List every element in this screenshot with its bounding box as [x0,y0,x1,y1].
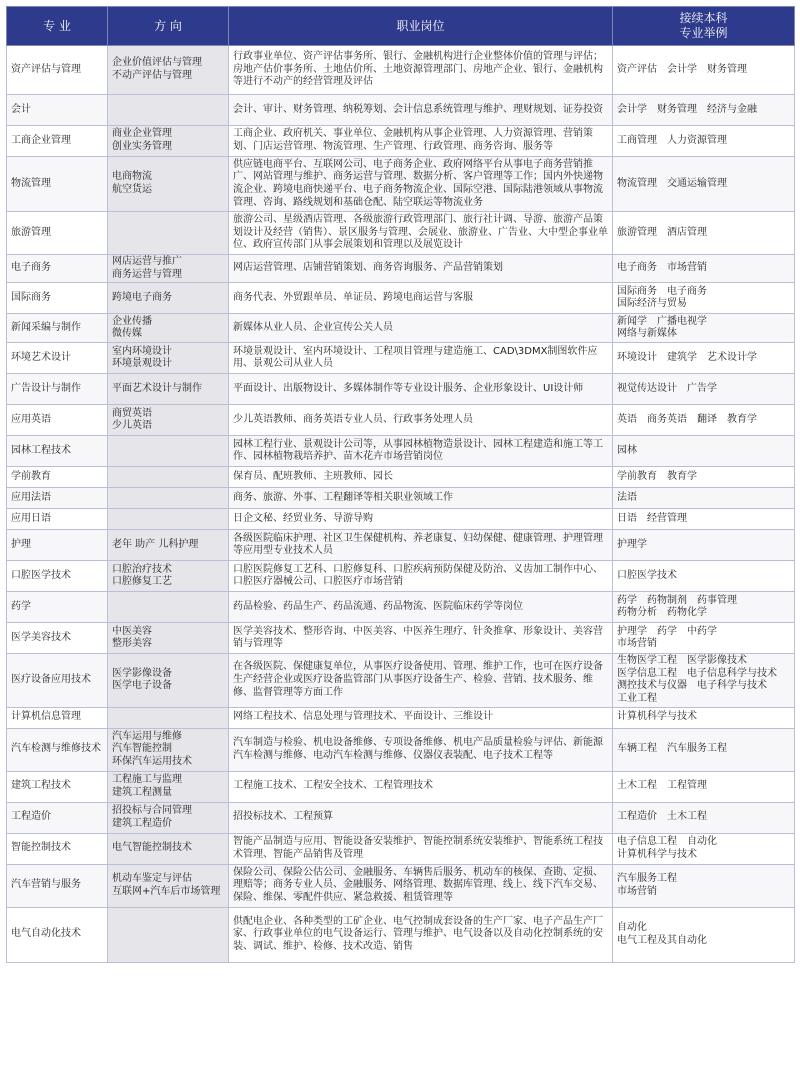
major-cell: 广告设计与制作 [7,374,108,405]
header-example: 接续本科 专业举例 [613,7,795,46]
example-cell: 旅游管理 酒店管理 [613,212,795,255]
example-cell: 园林 [613,436,795,467]
example-cell: 口腔医学技术 [613,561,795,592]
table-row [7,436,795,467]
direction-cell: 老年 助产 儿科护理 [108,530,229,561]
table-row [7,157,795,212]
jobs-cell: 供应链电商平台、互联网公司、电子商务企业、政府网络平台从事电子商务营销推广、网站管理与维护、商务运营与管理、数据分析、客户管理等工作；国内外快递物流企业、跨境电商快递平台、电子商务物流企业、国际空港、国际陆港领域从事物流管理、咨询、路线规划和基础仓配、陆空联运等物流业务 [229,157,613,212]
example-cell: 工商管理 人力资源管理 [613,126,795,157]
direction-cell: 电气智能控制技术 [108,833,229,864]
major-cell: 计算机信息管理 [7,707,108,728]
major-cell: 电子商务 [7,255,108,283]
example-cell: 工程造价 土木工程 [613,802,795,833]
example-cell: 学前教育 教育学 [613,467,795,488]
major-cell: 口腔医学技术 [7,561,108,592]
direction-cell [108,467,229,488]
table-row [7,255,795,283]
table-row [7,46,795,95]
direction-cell: 机动车鉴定与评估 互联网+汽车后市场管理 [108,864,229,907]
direction-cell: 口腔治疗技术 口腔修复工艺 [108,561,229,592]
example-cell: 药学 药物制剂 药事管理 药物分析 药物化学 [613,592,795,623]
table-row [7,623,795,654]
table-row [7,212,795,255]
major-cell: 环境艺术设计 [7,343,108,374]
jobs-cell: 招投标技术、工程预算 [229,802,613,833]
major-cell: 旅游管理 [7,212,108,255]
example-cell: 国际商务 电子商务 国际经济与贸易 [613,283,795,314]
direction-cell: 跨境电子商务 [108,283,229,314]
direction-cell: 中医美容 整形美容 [108,623,229,654]
jobs-cell: 在各级医院、保健康复单位，从事医疗设备使用、管理、维护工作，也可在医疗设备生产经营企业或医疗设备监管部门从事医疗设备生产、检验、营销、技术服务、维修、监督管理等方面工作 [229,654,613,707]
direction-cell: 平面艺术设计与制作 [108,374,229,405]
direction-cell: 医学影像设备 医学电子设备 [108,654,229,707]
jobs-cell: 商务代表、外贸跟单员、单证员、跨境电商运营与客服 [229,283,613,314]
jobs-cell: 保险公司、保险公估公司、金融服务、车辆售后服务、机动车的核保、查勘、定损、理赔等；商务专业人员、金融服务、网络管理、数据库管理、线上、线下汽车交易、保险、维保、零配件供应、紧急救援、租赁管理等 [229,864,613,907]
jobs-cell: 行政事业单位、资产评估事务所、银行、金融机构进行企业整体价值的管理与评估；房地产估价事务所、土地估价所、土地资源管理部门、房地产企业、银行、金融机构等进行不动产的经营管理及评估 [229,46,613,95]
jobs-cell: 药品检验、药品生产、药品流通、药品物流、医院临床药学等岗位 [229,592,613,623]
table-row [7,467,795,488]
direction-cell: 企业价值评估与管理 不动产评估与管理 [108,46,229,95]
table-body [7,46,795,963]
major-cell: 会计 [7,95,108,126]
direction-cell [108,509,229,530]
example-cell: 计算机科学与技术 [613,707,795,728]
example-cell: 日语 经营管理 [613,509,795,530]
direction-cell [108,592,229,623]
jobs-cell: 口腔医院修复工艺科、口腔修复科、口腔疾病预防保健及防治、义齿加工制作中心、口腔医疗器械公司、口腔医疗市场营销 [229,561,613,592]
major-cell: 智能控制技术 [7,833,108,864]
jobs-cell: 园林工程行业、景观设计公司等，从事园林植物造景设计、园林工程建造和施工等工作、园林植物栽培养护、苗木花卉市场营销岗位 [229,436,613,467]
table-row [7,530,795,561]
example-cell: 护理学 药学 中药学 市场营销 [613,623,795,654]
example-cell: 新闻学 广播电视学 网络与新媒体 [613,314,795,343]
example-cell: 视觉传达设计 广告学 [613,374,795,405]
jobs-cell: 汽车制造与检验、机电设备维修、专项设备维修、机电产品质量检验与评估、新能源汽车检测与维修、电动汽车检测与维修、仪器仪表装配、电子技术工程等 [229,728,613,771]
table-row [7,907,795,962]
header-row [7,7,795,46]
direction-cell: 企业传播 微传媒 [108,314,229,343]
header-jobs: 职业岗位 [229,7,613,46]
example-cell: 车辆工程 汽车服务工程 [613,728,795,771]
major-cell: 工程造价 [7,802,108,833]
example-cell: 护理学 [613,530,795,561]
direction-cell: 招投标与合同管理 建筑工程造价 [108,802,229,833]
example-cell: 物流管理 交通运输管理 [613,157,795,212]
table-row [7,707,795,728]
table-row [7,864,795,907]
jobs-cell: 日企文秘、经贸业务、导游导购 [229,509,613,530]
major-cell: 医疗设备应用技术 [7,654,108,707]
example-cell: 自动化 电气工程及其自动化 [613,907,795,962]
direction-cell: 商业企业管理 创业实务管理 [108,126,229,157]
example-cell: 会计学 财务管理 经济与金融 [613,95,795,126]
direction-cell: 工程施工与监理 建筑工程测量 [108,771,229,802]
jobs-cell: 会计、审计、财务管理、纳税筹划、会计信息系统管理与维护、理财规划、证券投资 [229,95,613,126]
example-cell: 法语 [613,488,795,509]
direction-cell: 电商物流 航空货运 [108,157,229,212]
direction-cell [108,95,229,126]
table-row [7,802,795,833]
table-row [7,488,795,509]
jobs-cell: 环境景观设计、室内环境设计、工程项目管理与建造施工、CAD\3DMX制图软件应用、景观公司从业人员 [229,343,613,374]
jobs-cell: 少儿英语教师、商务英语专业人员、行政事务处理人员 [229,405,613,436]
major-cell: 资产评估与管理 [7,46,108,95]
example-cell: 电子商务 市场营销 [613,255,795,283]
example-cell: 英语 商务英语 翻译 教育学 [613,405,795,436]
direction-cell: 商贸英语 少儿英语 [108,405,229,436]
jobs-cell: 网店运营管理、店铺营销策划、商务咨询服务、产品营销策划 [229,255,613,283]
table-row [7,126,795,157]
jobs-cell: 保育员、配班教师、主班教师、园长 [229,467,613,488]
direction-cell: 室内环境设计 环境景观设计 [108,343,229,374]
table-header [7,7,795,46]
major-cell: 物流管理 [7,157,108,212]
jobs-cell: 工商企业、政府机关、事业单位、金融机构从事企业管理、人力资源管理、营销策划、门店运营管理、物流管理、生产管理、行政管理、商务咨询、服务等 [229,126,613,157]
major-cell: 药学 [7,592,108,623]
direction-cell: 网店运营与推广 商务运营与管理 [108,255,229,283]
major-cell: 护理 [7,530,108,561]
example-cell: 电子信息工程 自动化 计算机科学与技术 [613,833,795,864]
major-cell: 园林工程技术 [7,436,108,467]
example-cell: 生物医学工程 医学影像技术 医学信息工程 电子信息科学与技术 测控技术与仪器 电子科学与技术 工业工程 [613,654,795,707]
table-row [7,374,795,405]
header-major: 专 业 [7,7,108,46]
major-cell: 汽车检测与维修技术 [7,728,108,771]
direction-cell [108,907,229,962]
table-row [7,654,795,707]
jobs-cell: 智能产品制造与应用、智能设备安装维护、智能控制系统安装维护、智能系统工程技术管理、智能产品销售及管理 [229,833,613,864]
table-row [7,592,795,623]
jobs-cell: 旅游公司、星级酒店管理、各级旅游行政管理部门、旅行社计调、导游、旅游产品策划设计及经营（销售）、景区服务与管理、会展业、旅游业、广告业、大中型企事业单位、政府宣传部门从事会展策划和管理以及展览设计 [229,212,613,255]
direction-cell: 汽车运用与维修 汽车智能控制 环保汽车运用技术 [108,728,229,771]
table-row [7,509,795,530]
major-cell: 工商企业管理 [7,126,108,157]
majors-table [6,6,795,963]
major-cell: 新闻采编与制作 [7,314,108,343]
jobs-cell: 供配电企业、各种类型的工矿企业、电气控制成套设备的生产厂家、电子产品生产厂家、行政事业单位的电气设备运行、管理与维护、电气设备以及自动化控制系统的安装、调试、维护、检修、技术改造、销售 [229,907,613,962]
direction-cell [108,707,229,728]
direction-cell [108,488,229,509]
jobs-cell: 新媒体从业人员、企业宣传公关人员 [229,314,613,343]
direction-cell [108,436,229,467]
major-cell: 医学美容技术 [7,623,108,654]
jobs-cell: 平面设计、出版物设计、多媒体制作等专业设计服务、企业形象设计、UI设计师 [229,374,613,405]
major-cell: 建筑工程技术 [7,771,108,802]
major-cell: 应用英语 [7,405,108,436]
major-cell: 电气自动化技术 [7,907,108,962]
major-cell: 应用日语 [7,509,108,530]
major-cell: 应用法语 [7,488,108,509]
jobs-cell: 各级医院临床护理、社区卫生保健机构、养老康复、妇幼保健、健康管理、护理管理等应用型专业技术人员 [229,530,613,561]
major-cell: 汽车营销与服务 [7,864,108,907]
major-cell: 国际商务 [7,283,108,314]
header-direction: 方 向 [108,7,229,46]
table-row [7,343,795,374]
example-cell: 土木工程 工程管理 [613,771,795,802]
example-cell: 资产评估 会计学 财务管理 [613,46,795,95]
jobs-cell: 网络工程技术、信息处理与管理技术、平面设计、三维设计 [229,707,613,728]
direction-cell [108,212,229,255]
table-row [7,95,795,126]
example-cell: 环境设计 建筑学 艺术设计学 [613,343,795,374]
jobs-cell: 工程施工技术、工程安全技术、工程管理技术 [229,771,613,802]
table-row [7,833,795,864]
jobs-cell: 商务、旅游、外事、工程翻译等相关职业领域工作 [229,488,613,509]
table-row [7,283,795,314]
table-row [7,405,795,436]
table-row [7,728,795,771]
table-row [7,771,795,802]
example-cell: 汽车服务工程 市场营销 [613,864,795,907]
table-row [7,561,795,592]
major-cell: 学前教育 [7,467,108,488]
table-row [7,314,795,343]
jobs-cell: 医学美容技术、整形咨询、中医美容、中医养生理疗、针灸推拿、形象设计、美容营销与管理等 [229,623,613,654]
